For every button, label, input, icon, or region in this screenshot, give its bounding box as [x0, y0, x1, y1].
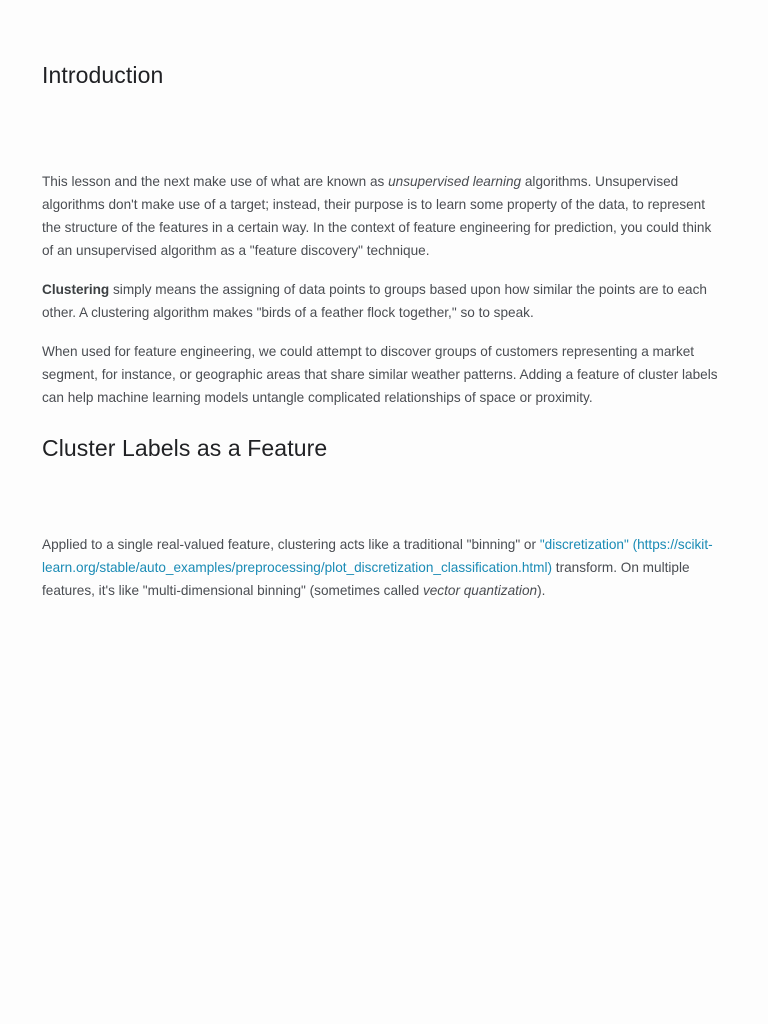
section-heading-cluster-labels: Cluster Labels as a Feature [42, 435, 328, 461]
intro-paragraph-2 [42, 278, 726, 324]
intro-p1-text-before: This lesson and the next make use of what are known as [42, 174, 389, 189]
cluster-p1-emphasis: vector quantization [422, 583, 538, 598]
intro-paragraph-1 [42, 170, 726, 262]
intro-p2-strong: Clustering [42, 282, 110, 297]
discretization-link[interactable]: "discretization" (https://scikit-learn.org/stable/auto_examples/preprocessing/plot_discretization_classification.html) [42, 537, 713, 575]
intro-p1-emphasis: unsupervised learning [388, 174, 522, 189]
intro-p2-text-after: simply means the assigning of data points to groups based upon how similar the points are to each other. A clustering algorithm makes "birds of a feather flock together," so to speak. [42, 282, 707, 320]
cluster-p1-text-middle: transform. On multiple features, it's like "multi-dimensional binning" (sometimes called [42, 560, 690, 598]
intro-p1-text-after: algorithms. Unsupervised algorithms don't make use of a target; instead, their purpose is to learn some property of the data, to represent the structure of the features in a certain way. In the context of feature engineering for prediction, you could think of an unsupervised algorithm as a "feature discovery" technique. [42, 174, 712, 258]
cluster-p1-text-before: Applied to a single real-valued feature, clustering acts like a traditional "binning" or [42, 537, 540, 552]
section-heading-introduction: Introduction [42, 62, 164, 88]
intro-paragraph-3: When used for feature engineering, we could attempt to discover groups of customers representing a market segment, for instance, or geographic areas that share similar weather patterns. Adding a feature of cluster labels can help machine learning models untangle complicated relationships of space or proximity. [42, 344, 718, 405]
cluster-paragraph-1 [42, 533, 726, 602]
cluster-p1-text-after: ). [537, 583, 546, 598]
